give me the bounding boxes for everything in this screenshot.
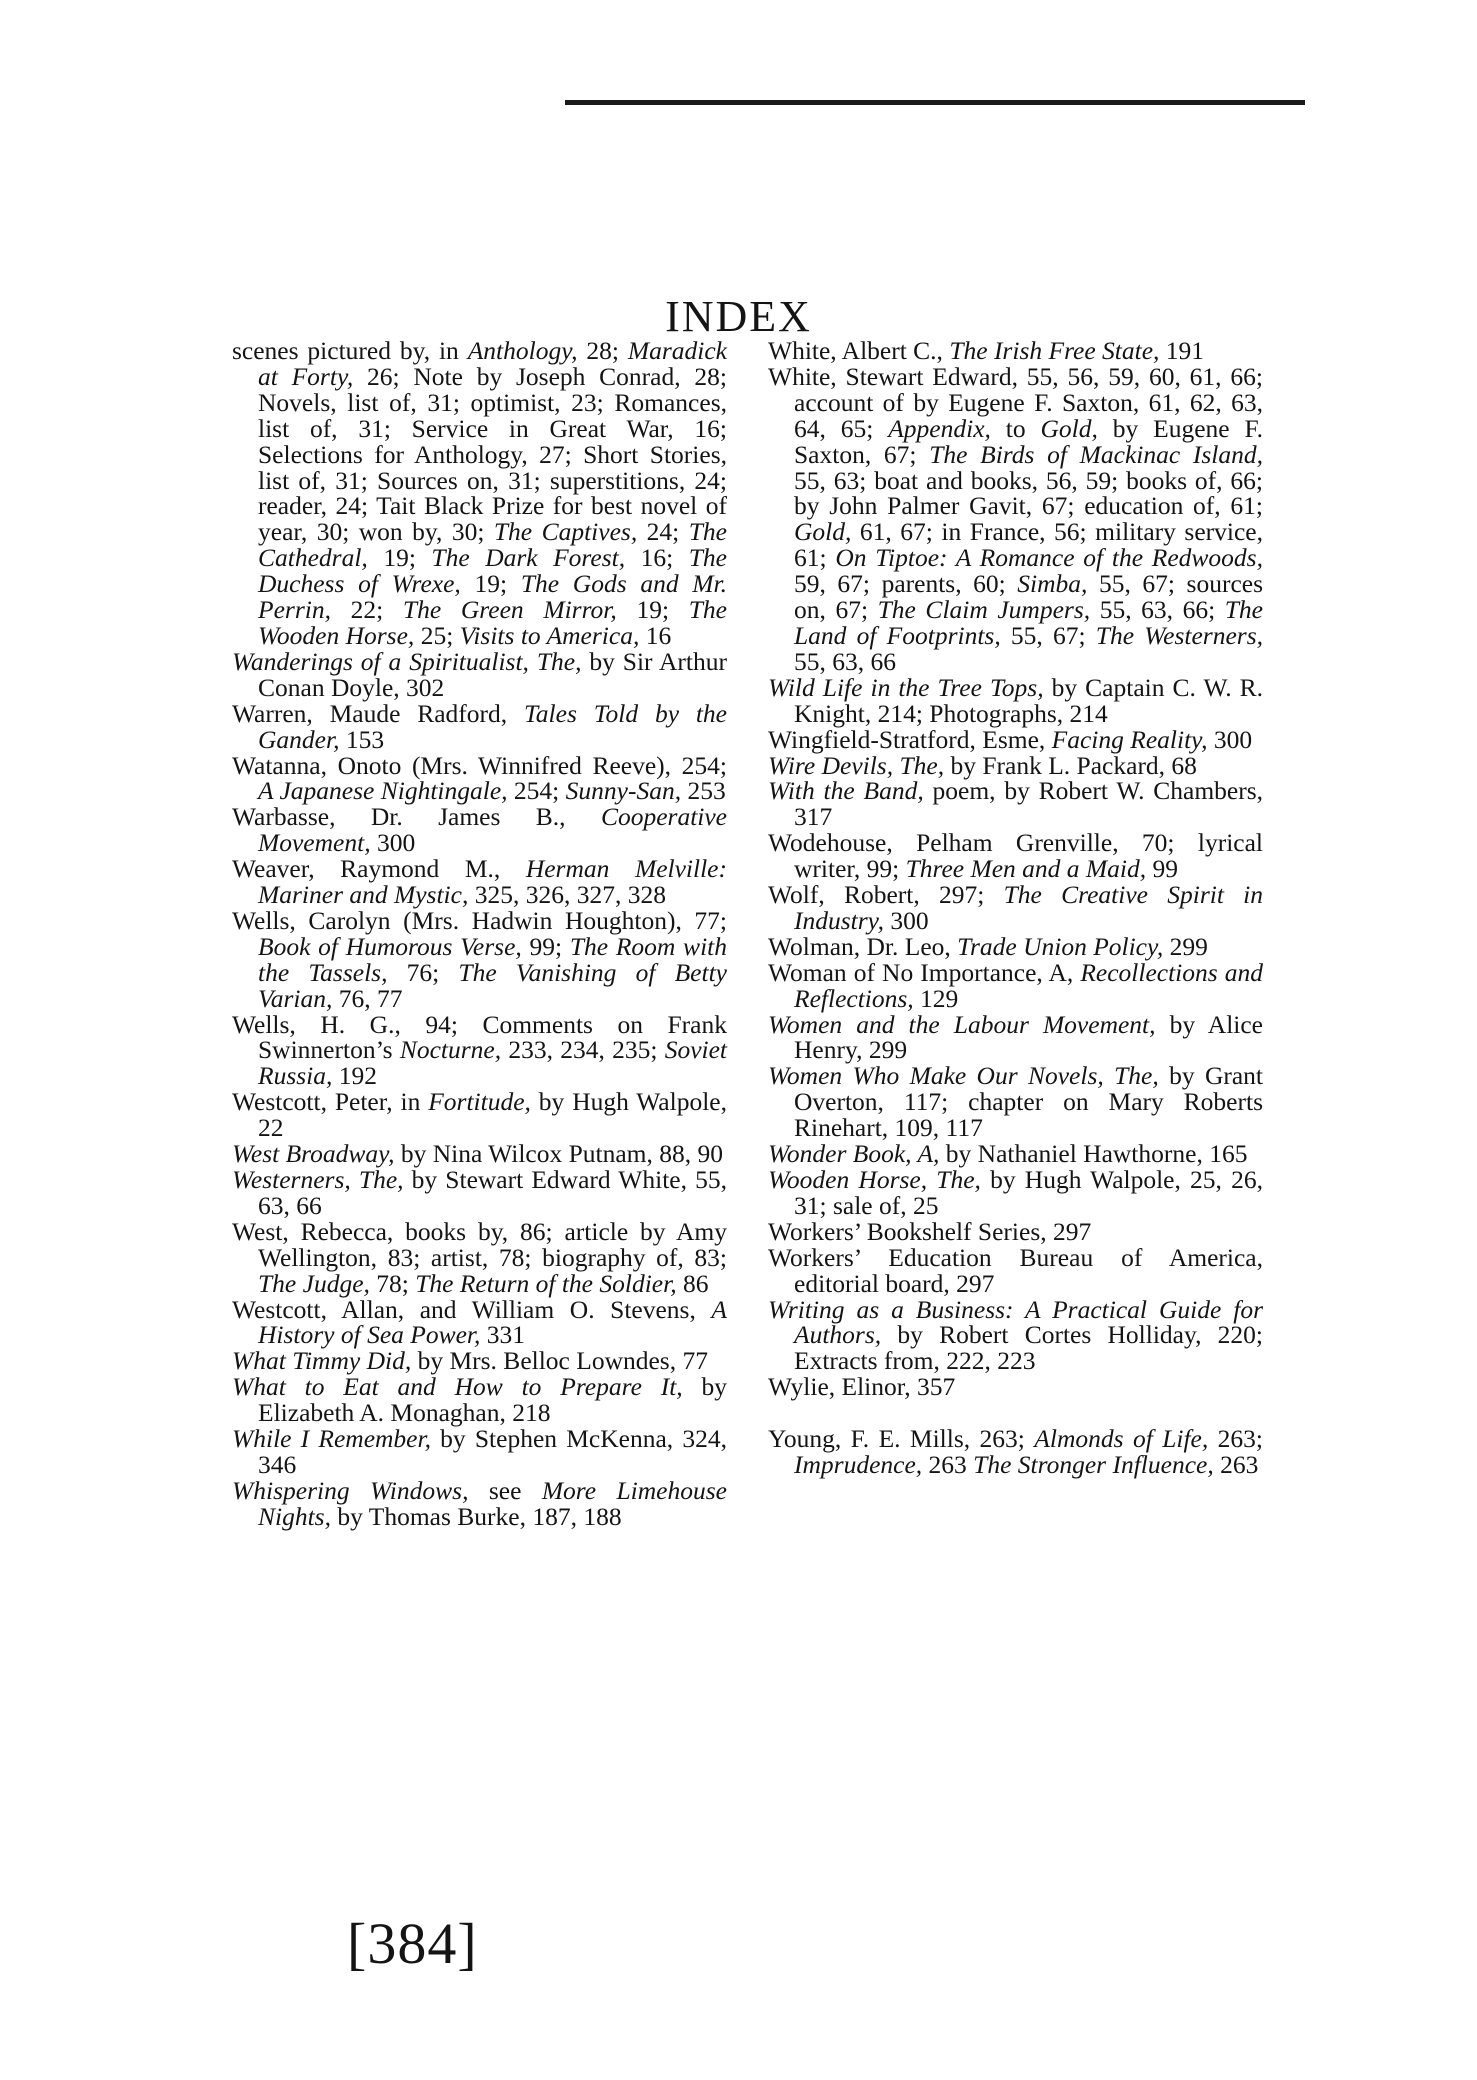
index-entry: Wolman, Dr. Leo, Trade Union Policy, 299	[768, 931, 1208, 961]
index-entry: Young, F. E. Mills, 263; Almonds of Life, 263; Imprudence, 263 The Stronger Influence, 263	[768, 1424, 1263, 1480]
index-entry: scenes pictured by, in Anthology, 28; Maradick at Forty, 26; Note by Joseph Conrad, 28; Novels, list of, 31; optimist, 23; Romances, list of, 31; Service in Great War, 16; Selections for Anthology, 27; Short Stories, list of, 31; Sources on, 31; superstitions, 24; reader, 24; Tait Black Prize for best novel of year, 30; won by, 30; The Captives, 24; The Cathedral, 19; The Dark Forest, 16; The Duchess of Wrexe, 19; The Gods and Mr. Perrin, 22; The Green Mirror, 19; The Wooden Horse, 25; Visits to America, 16	[232, 336, 727, 650]
index-column-left	[232, 338, 727, 1530]
index-entry: Westerners, The, by Stewart Edward White, 55, 63, 66	[232, 1165, 727, 1220]
index-entry: Westcott, Peter, in Fortitude, by Hugh Walpole, 22	[232, 1087, 727, 1143]
index-entry: While I Remember, by Stephen McKenna, 324, 346	[232, 1424, 727, 1479]
index-entry: West, Rebecca, books by, 86; article by Amy Wellington, 83; artist, 78; biography of, 83; The Judge, 78; The Return of the Soldier, 86	[232, 1216, 727, 1298]
page-title: INDEX	[665, 292, 812, 342]
index-entry: With the Band, poem, by Robert W. Chambers, 317	[768, 776, 1264, 832]
index-column-right	[768, 338, 1263, 1478]
page-number: [384]	[347, 1911, 478, 1976]
index-entry: Wodehouse, Pelham Grenville, 70; lyrical writer, 99; Three Men and a Maid, 99	[768, 828, 1263, 884]
index-entry: Writing as a Business: A Practical Guide for Authors, by Robert Cortes Holliday, 220; Extracts from, 222, 223	[768, 1294, 1263, 1376]
index-entry: Wonder Book, A, by Nathaniel Hawthorne, 165	[768, 1139, 1248, 1169]
index-entry: Whispering Windows, see More Limehouse Nights, by Thomas Burke, 187, 188	[232, 1475, 727, 1531]
index-entry: Warbasse, Dr. James B., Cooperative Movement, 300	[232, 802, 727, 858]
index-entry: Workers’ Bookshelf Series, 297	[768, 1216, 1092, 1246]
index-entry: Wolf, Robert, 297; The Creative Spirit in Industry, 300	[768, 880, 1263, 935]
index-entry: Wells, H. G., 94; Comments on Frank Swinnerton’s Nocturne, 233, 234, 235; Soviet Russia, 192	[232, 1009, 727, 1091]
index-entry: Warren, Maude Radford, Tales Told by the Gander, 153	[232, 698, 727, 754]
index-entry: What to Eat and How to Prepare It, by Elizabeth A. Monaghan, 218	[232, 1372, 728, 1428]
index-entry: Wylie, Elinor, 357	[768, 1372, 956, 1402]
index-entry: White, Albert C., The Irish Free State, 191	[768, 336, 1205, 365]
index-entry: Woman of No Importance, A, Recollections and Reflections, 129	[768, 957, 1263, 1013]
index-entry: What Timmy Did, by Mrs. Belloc Lowndes, 77	[232, 1346, 708, 1376]
index-entry: Women Who Make Our Novels, The, by Grant Overton, 117; chapter on Mary Roberts Rinehart, 109, 117	[768, 1061, 1264, 1143]
index-entry: Wooden Horse, The, by Hugh Walpole, 25, 26, 31; sale of, 25	[768, 1165, 1263, 1220]
index-entry: Wire Devils, The, by Frank L. Packard, 68	[768, 750, 1197, 780]
index-entry: Wild Life in the Tree Tops, by Captain C. W. R. Knight, 214; Photographs, 214	[768, 672, 1263, 728]
index-entry: Watanna, Onoto (Mrs. Winnifred Reeve), 254; A Japanese Nightingale, 254; Sunny-San, 253	[232, 750, 727, 806]
index-entry: Westcott, Allan, and William O. Stevens, A History of Sea Power, 331	[232, 1294, 727, 1350]
index-entry: Wells, Carolyn (Mrs. Hadwin Houghton), 77; Book of Humorous Verse, 99; The Room with the Tassels, 76; The Vanishing of Betty Varian, 76, 77	[232, 905, 727, 1013]
header-rule	[565, 100, 1305, 105]
index-entry: White, Stewart Edward, 55, 56, 59, 60, 61, 66; account of by Eugene F. Saxton, 61, 62, 63, 64, 65; Appendix, to Gold, by Eugene F. Saxton, 67; The Birds of Mackinac Island, 55, 63; boat and books, 56, 59; books of, 66; by John Palmer Gavit, 67; education of, 61; Gold, 61, 67; in France, 56; military service, 61; On Tiptoe: A Romance of the Redwoods, 59, 67; parents, 60; Simba, 55, 67; sources on, 67; The Claim Jumpers, 55, 63, 66; The Land of Footprints, 55, 67; The Westerners, 55, 63, 66	[768, 361, 1264, 676]
index-entry: Wanderings of a Spiritualist, The, by Sir Arthur Conan Doyle, 302	[232, 646, 727, 702]
index-entry: Weaver, Raymond M., Herman Melville: Mariner and Mystic, 325, 326, 327, 328	[232, 854, 727, 910]
index-entry: Workers’ Education Bureau of America, editorial board, 297	[768, 1242, 1263, 1298]
index-entry: Women and the Labour Movement, by Alice Henry, 299	[768, 1009, 1263, 1065]
index-entry: West Broadway, by Nina Wilcox Putnam, 88, 90	[232, 1139, 724, 1169]
index-entry: Wingfield-Stratford, Esme, Facing Reality, 300	[768, 724, 1253, 754]
